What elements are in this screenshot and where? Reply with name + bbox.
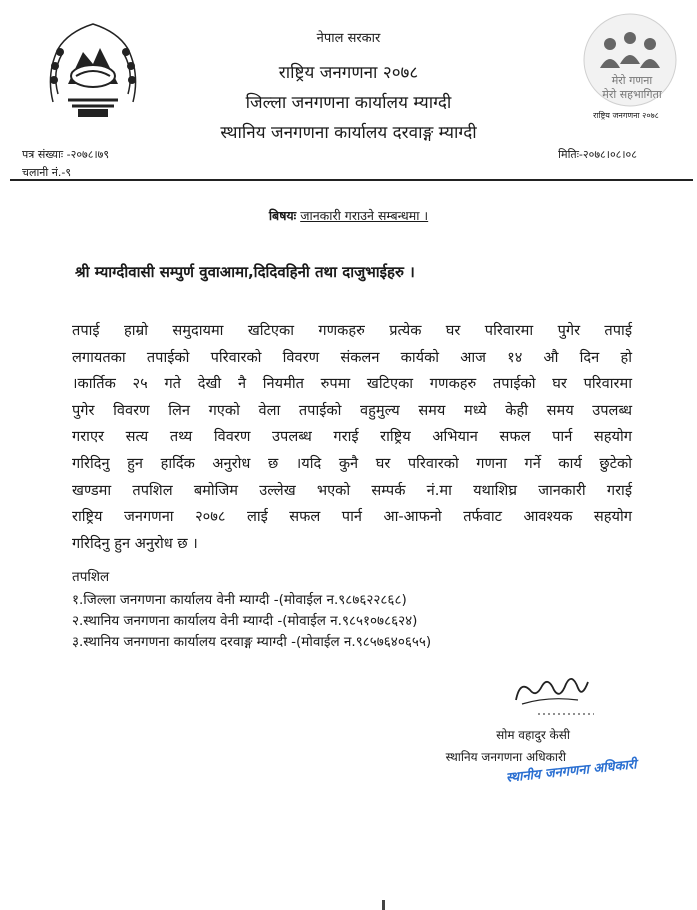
salutation: श्री म्याग्दीवासी सम्पुर्ण वुवाआमा,दिदिवहिनी तथा दाजुभाईहरु । [75, 263, 415, 281]
signature-icon [508, 660, 598, 718]
body-line: गरिदिनु हुन हार्दिक अनुरोध छ ।यदि कुनै घर परिवारको गणना गर्ने कार्य छुटेको [72, 454, 632, 472]
header-local-office: स्थानिय जनगणना कार्यालय दरवाङ्ग म्याग्दी [220, 123, 477, 143]
subject-label: बिषयः [268, 208, 297, 223]
body-paragraph [72, 318, 632, 557]
contact-item: १.जिल्ला जनगणना कार्यालय वेनी म्याग्दी -(मोवाईल न.९८७६२२८६८) [72, 592, 407, 608]
tapasil-heading: तपशिल [72, 569, 110, 585]
header-census-name: राष्ट्रिय जनगणना २०७८ [278, 63, 419, 83]
body-line: राष्ट्रिय जनगणना २०७८ लाई सफल पार्न आ-आफनो तर्फवाट आवश्यक सहयोग [72, 508, 632, 526]
logo-caption: राष्ट्रिय जनगणना २०७८ [593, 111, 659, 120]
letter-number: पत्र संख्याः -२०७८।७९ [22, 148, 110, 161]
body-line: ।कार्तिक २५ गते देखी नै नियमीत रुपमा खटिएका गणकहरु तपाईको घर परिवारमा [72, 375, 632, 393]
dispatch-number: चलानी नं.-९ [22, 166, 72, 179]
contact-item: ३.स्थानिय जनगणना कार्यालय दरवाङ्ग म्याग्दी -(मोवाईल न.९८५७६४०६५५) [72, 634, 432, 650]
header-district-office: जिल्ला जनगणना कार्यालय म्याग्दी [245, 93, 452, 113]
header-divider [10, 179, 693, 181]
logo-slogan-1: मेरो गणना [611, 74, 653, 87]
page-mark [382, 900, 385, 910]
subject-line [0, 207, 697, 224]
letter-date: मितिः-२०७८।०८।०८ [558, 148, 637, 161]
header-government: नेपाल सरकार [316, 31, 381, 46]
body-line: गरिदिनु हुन अनुरोध छ । [72, 534, 198, 552]
body-line: गराएर सत्य तथ्य विवरण उपलब्ध गराई राष्ट्रिय अभियान सफल पार्न सहयोग [72, 428, 632, 446]
logo-slogan-2: मेरो सहभागिता [602, 88, 662, 101]
signatory-name: सोम वहादुर केसी [496, 728, 570, 742]
contact-item: २.स्थानिय जनगणना कार्यालय वेनी म्याग्दी -(मोवाईल न.९८५१०७८६२४) [72, 613, 418, 629]
body-line: लगायतका तपाईको परिवारको विवरण संकलन कार्यको आज १४ औ दिन हो [72, 348, 632, 366]
body-line: खण्डमा तपशिल बमोजिम उल्लेख भएको सम्पर्क नं.मा यथाशिघ्र जानकारी गराई [72, 481, 632, 499]
official-stamp: स्थानीय जनगणना अधिकारी [505, 757, 638, 786]
body-line: तपाई हाम्रो समुदायमा खटिएका गणकहरु प्रत्येक घर परिवारमा पुगेर तपाई [72, 322, 632, 339]
subject-value: जानकारी गराउने सम्बन्धमा । [300, 208, 429, 223]
body-line: पुगेर विवरण लिन गएको वेला तपाईको वहुमुल्य समय मध्ये केही समय उपलब्ध [72, 401, 632, 419]
signatory-title: स्थानिय जनगणना अधिकारी [445, 750, 566, 764]
contact-list [72, 590, 431, 653]
